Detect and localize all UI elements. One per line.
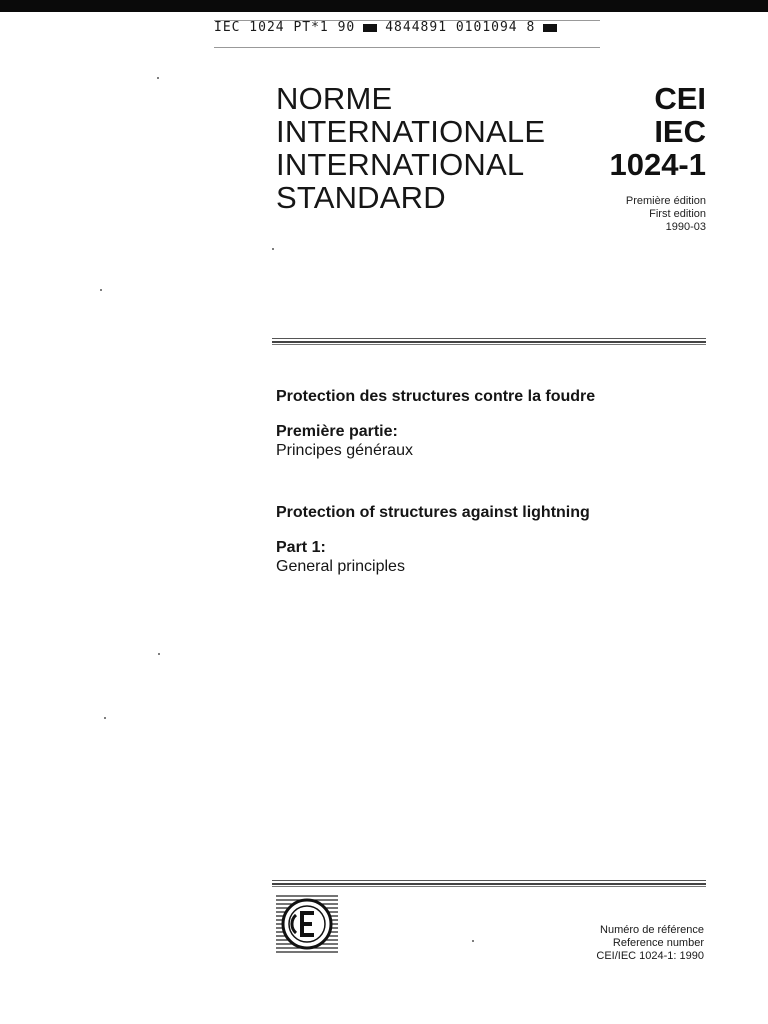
- title-en-line2: STANDARD: [276, 180, 446, 215]
- french-part-title: Principes généraux: [276, 442, 413, 459]
- org-en: IEC: [654, 114, 706, 149]
- standard-designation: [609, 82, 706, 181]
- english-part-title: General principles: [276, 558, 405, 575]
- reference-number-block: [596, 924, 704, 963]
- title-en-line1: INTERNATIONAL: [276, 147, 525, 182]
- edition-date: 1990-03: [665, 221, 706, 233]
- header-rule-bottom: [214, 47, 600, 48]
- scan-speck: [100, 289, 102, 291]
- title-fr-line1: NORME: [276, 81, 393, 116]
- reference-number: CEI/IEC 1024-1: 1990: [596, 950, 704, 962]
- top-scan-border: [0, 0, 768, 12]
- french-part-block: [276, 423, 413, 460]
- scan-speck: [158, 653, 160, 655]
- scan-speck: [157, 77, 159, 79]
- reference-label-en: Reference number: [612, 937, 704, 949]
- title-fr-line2: INTERNATIONALE: [276, 114, 546, 149]
- redaction-block: [543, 24, 557, 32]
- scan-speck: [104, 717, 106, 719]
- reference-label-fr: Numéro de référence: [600, 924, 704, 936]
- english-part-block: [276, 539, 405, 576]
- edition-fr: Première édition: [625, 195, 706, 207]
- org-fr: CEI: [654, 81, 706, 116]
- divider-top: [272, 338, 706, 346]
- scan-speck: [272, 248, 274, 250]
- standard-number: 1024-1: [609, 147, 706, 182]
- edition-info: [626, 195, 706, 234]
- divider-bottom: [272, 880, 706, 888]
- document-code-header: [214, 20, 565, 35]
- redaction-block: [363, 24, 377, 32]
- english-part-label: Part 1:: [276, 539, 326, 556]
- scan-speck: [472, 940, 474, 942]
- english-title-block: [276, 504, 590, 522]
- edition-en: First edition: [649, 208, 706, 220]
- french-title: Protection des structures contre la foudre: [276, 388, 596, 405]
- document-code: IEC 1024 PT*1 90: [214, 20, 356, 35]
- iec-logo-icon: [276, 893, 338, 955]
- standard-title: [276, 82, 545, 214]
- document-barcode-number: 4844891 0101094 8: [385, 20, 536, 35]
- french-title-block: [276, 388, 595, 406]
- english-title: Protection of structures against lightning: [276, 504, 590, 521]
- french-part-label: Première partie:: [276, 423, 398, 440]
